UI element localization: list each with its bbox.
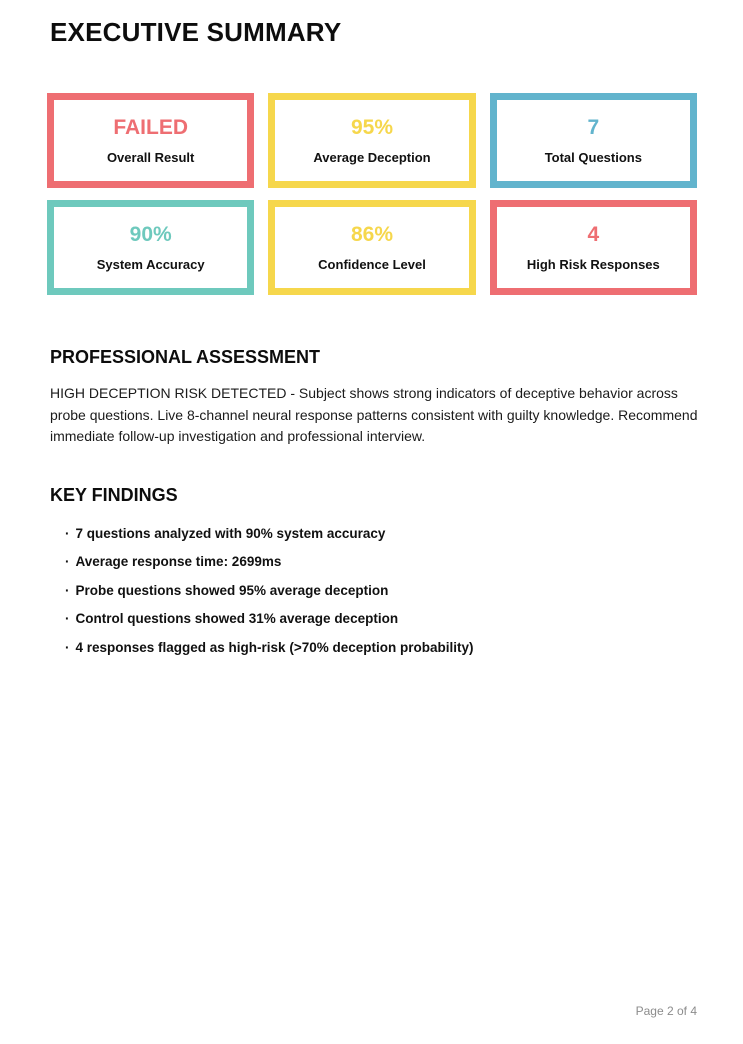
key-findings-list (50, 526, 697, 655)
metric-label-high-risk-responses: High Risk Responses (526, 256, 660, 272)
bullet-icon: · (65, 611, 70, 626)
key-finding-item (65, 640, 697, 655)
key-finding-text: Average response time: 2699ms (75, 554, 282, 569)
metric-label-system-accuracy: System Accuracy (96, 256, 205, 272)
metric-value-high-risk-responses: 4 (587, 222, 600, 246)
key-finding-text: 4 responses flagged as high-risk (>70% deception probability) (75, 639, 474, 655)
bullet-icon: · (65, 525, 70, 541)
metric-card-high-risk-responses (490, 200, 697, 295)
metric-value-system-accuracy: 90% (129, 222, 172, 246)
metric-card-system-accuracy (47, 200, 254, 295)
metric-card-average-deception (268, 93, 475, 188)
metric-value-total-questions: 7 (587, 115, 600, 139)
metric-card-total-questions (490, 93, 697, 188)
metric-label-confidence-level: Confidence Level (318, 256, 426, 272)
bullet-icon: · (65, 582, 70, 598)
key-finding-item (65, 554, 697, 569)
metric-value-overall-result: FAILED (113, 115, 188, 139)
metric-value-average-deception: 95% (350, 115, 393, 139)
bullet-icon: · (65, 639, 70, 655)
key-finding-item (65, 526, 697, 541)
page-number: Page 2 of 4 (635, 1004, 697, 1018)
page-title: EXECUTIVE SUMMARY (50, 17, 342, 47)
assessment-body-text: HIGH DECEPTION RISK DETECTED - Subject shows strong indicators of deceptive behavior across probe questions. Live 8-channel neural response patterns consistent with guilty knowledge. Recommend immediate follow-up investigation and professional interview. (50, 385, 698, 444)
metric-label-overall-result: Overall Result (106, 149, 195, 165)
key-finding-item (65, 611, 697, 626)
metric-value-confidence-level: 86% (350, 222, 393, 246)
metric-label-total-questions: Total Questions (544, 149, 642, 165)
key-finding-item (65, 583, 697, 598)
key-findings-section-heading: KEY FINDINGS (50, 484, 178, 505)
metric-label-average-deception: Average Deception (313, 149, 431, 165)
metric-card-overall-result (47, 93, 254, 188)
assessment-section-heading: PROFESSIONAL ASSESSMENT (50, 347, 321, 367)
key-finding-text: 7 questions analyzed with 90% system accuracy (75, 525, 386, 541)
key-finding-text: Probe questions showed 95% average deception (75, 582, 389, 598)
key-finding-text: Control questions showed 31% average deception (75, 611, 399, 626)
metric-cards-grid (47, 93, 697, 295)
bullet-icon: · (65, 554, 70, 569)
metric-card-confidence-level (268, 200, 475, 295)
